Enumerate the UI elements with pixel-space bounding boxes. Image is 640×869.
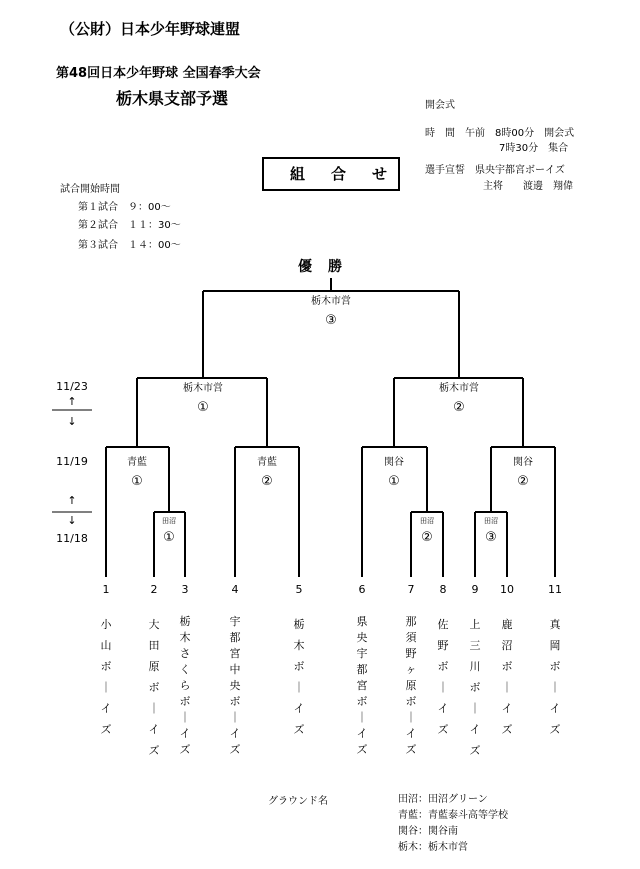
team-number: 2 [150,583,158,596]
team-number: 10 [500,583,514,596]
team-number: 5 [295,583,303,596]
ceremony-time: 時 間 午前 8時00分 開会式 [425,128,575,139]
team-name: 小 山 ボ ｜ イ ズ [100,618,112,736]
r1a-num: ① [163,530,175,545]
qf4-num: ② [517,474,529,489]
ceremony-title: 開会式 [425,100,455,111]
r1a-venue: 田沼 [162,517,176,525]
qf1-num: ① [131,474,143,489]
final-num: ③ [325,313,337,328]
pairing-box: 組合せ [262,157,400,191]
ground-tanuma: 田沼：田沼グリーン [398,794,488,805]
team-number: 11 [548,583,562,596]
semi2-num: ② [453,400,465,415]
qf1-venue: 青藍 [127,457,147,468]
start-time-game3: 第３試合 １４：00～ [78,240,181,251]
arrow-down-icon: ↓ [67,415,77,428]
r1c-num: ③ [485,530,497,545]
team-name: 真 岡 ボ ｜ イ ズ [549,618,561,736]
arrow-up-icon: ↑ [67,494,77,507]
team-number: 8 [439,583,447,596]
ceremony-captain: 主将 渡邊 翔偉 [483,181,573,192]
team-name: 上 三 川 ボ ｜ イ ズ [469,618,481,757]
date-semifinal: 11/23 [56,380,88,393]
r1b-num: ② [421,530,433,545]
start-time-game2: 第２試合 １１：30～ [78,220,181,231]
grounds-title: グラウンド名 [268,796,328,807]
team-number: 1 [102,583,110,596]
ground-seiran: 青藍：青藍泰斗高等学校 [398,810,508,821]
qf3-num: ① [388,474,400,489]
date-quarterfinal: 11/19 [56,455,88,468]
qf4-venue: 関谷 [513,457,533,468]
team-name: 那 須 野 ヶ 原 ボ ｜ イ ズ [405,615,417,756]
arrow-down-icon: ↓ [67,514,77,527]
team-name: 宇 都 宮 中 央 ボ ｜ イ ズ [229,615,241,756]
ground-tochigi: 栃木：栃木市営 [398,842,468,853]
r1c-venue: 田沼 [484,517,498,525]
team-name: 栃 木 さ く ら ボ ｜ イ ズ [179,615,191,756]
qf3-venue: 関谷 [384,457,404,468]
semi1-num: ① [197,400,209,415]
team-number: 4 [231,583,239,596]
ceremony-oath: 選手宣誓 県央宇都宮ボーイズ [425,165,565,176]
semi2-venue: 栃木市営 [439,383,479,394]
r1b-venue: 田沼 [420,517,434,525]
organization-name: （公財）日本少年野球連盟 [60,20,241,38]
tournament-subtitle: 栃木県支部予選 [116,89,229,108]
ground-sekiya: 関谷：関谷南 [398,826,458,837]
start-times-title: 試合開始時間 [60,184,120,195]
final-venue: 栃木市営 [311,296,351,307]
ceremony-assembly: 7時30分 集合 [499,143,569,154]
semi1-venue: 栃木市営 [183,383,223,394]
team-name: 栃 木 ボ ｜ イ ズ [293,618,305,736]
qf2-num: ② [261,474,273,489]
tournament-title: 第48回日本少年野球 全国春季大会 [56,66,261,81]
qf2-venue: 青藍 [257,457,277,468]
team-name: 大 田 原 ボ ｜ イ ズ [148,618,160,757]
champion-label: 優勝 [298,259,358,275]
team-number: 7 [407,583,415,596]
team-name: 佐 野 ボ ｜ イ ズ [437,618,449,736]
team-number: 9 [471,583,479,596]
team-number: 3 [181,583,189,596]
arrow-up-icon: ↑ [67,395,77,408]
team-name: 県 央 宇 都 宮 ボ ｜ イ ズ [356,615,368,756]
start-time-game1: 第１試合 ９：00～ [78,202,171,213]
team-number: 6 [358,583,366,596]
date-first-round: 11/18 [56,532,88,545]
team-name: 鹿 沼 ボ ｜ イ ズ [501,618,513,736]
